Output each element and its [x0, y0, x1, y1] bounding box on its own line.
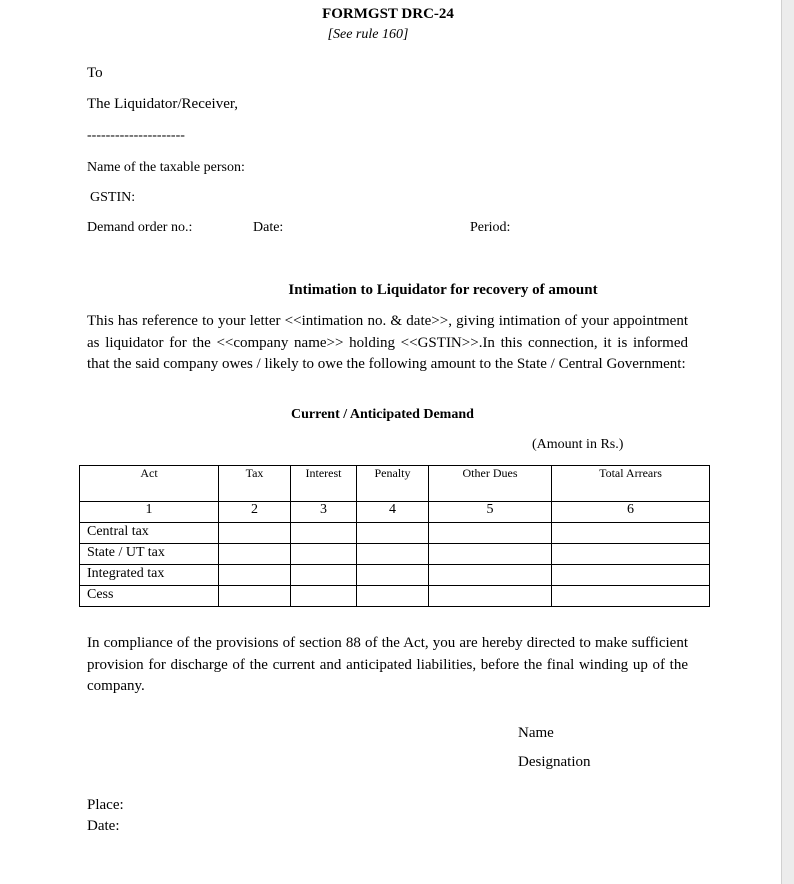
demand-heading: Current / Anticipated Demand: [291, 407, 474, 422]
form-title: FORMGST DRC-24: [322, 6, 454, 22]
table-row: [80, 523, 710, 544]
interest-cell: [291, 586, 357, 607]
form-rule-reference: [See rule 160]: [327, 27, 409, 42]
taxable-person-label: Name of the taxable person:: [87, 160, 245, 175]
table-row: [80, 565, 710, 586]
place-label: Place:: [87, 797, 124, 813]
to-label: To: [87, 65, 103, 81]
column-number: 3: [291, 502, 357, 523]
column-number: 4: [357, 502, 429, 523]
column-number: 1: [80, 502, 219, 523]
penalty-cell: [357, 565, 429, 586]
signatory-name-label: Name: [518, 725, 554, 741]
tax-cell: [219, 565, 291, 586]
header-other-dues: Other Dues: [429, 466, 552, 502]
gstin-label: GSTIN:: [90, 190, 136, 205]
other-dues-cell: [429, 586, 552, 607]
tax-cell: [219, 586, 291, 607]
intro-paragraph: This has reference to your letter <<intimation no. & date>>, giving intimation of your appointment as liquidator for the <<company name>> holding <<GSTIN>>.In this connection, it is informed that the said company owes / likely to owe the following amount to the State / Central Government:: [87, 313, 688, 372]
table-row: [80, 544, 710, 565]
order-date-label: Date:: [253, 220, 284, 235]
header-interest: Interest: [291, 466, 357, 502]
interest-cell: [291, 523, 357, 544]
column-number: 6: [552, 502, 710, 523]
header-tax: Tax: [219, 466, 291, 502]
tax-cell: [219, 544, 291, 565]
act-cell: State / UT tax: [80, 544, 219, 565]
penalty-cell: [357, 523, 429, 544]
penalty-cell: [357, 544, 429, 565]
penalty-cell: [357, 586, 429, 607]
recipient-line: The Liquidator/Receiver,: [87, 96, 239, 112]
demand-table: [79, 465, 710, 607]
table-header-row: [80, 466, 710, 502]
column-number-row: [80, 502, 710, 523]
footer-date-label: Date:: [87, 818, 120, 834]
total-arrears-cell: [552, 544, 710, 565]
total-arrears-cell: [552, 565, 710, 586]
column-number: 5: [429, 502, 552, 523]
total-arrears-cell: [552, 586, 710, 607]
section-heading: Intimation to Liquidator for recovery of amount: [288, 282, 598, 298]
other-dues-cell: [429, 565, 552, 586]
header-act: Act: [80, 466, 219, 502]
total-arrears-cell: [552, 523, 710, 544]
header-total-arrears: Total Arrears: [552, 466, 710, 502]
signatory-designation-label: Designation: [518, 754, 591, 770]
other-dues-cell: [429, 544, 552, 565]
compliance-paragraph: In compliance of the provisions of section 88 of the Act, you are hereby directed to make sufficient provision for discharge of the current and anticipated liabilities, before the final winding up of the company.: [87, 635, 688, 694]
page-gutter: [782, 0, 794, 884]
table-row: [80, 586, 710, 607]
header-penalty: Penalty: [357, 466, 429, 502]
tax-cell: [219, 523, 291, 544]
act-cell: Central tax: [80, 523, 219, 544]
amount-note: (Amount in Rs.): [532, 437, 624, 452]
interest-cell: [291, 565, 357, 586]
interest-cell: [291, 544, 357, 565]
period-label: Period:: [470, 220, 511, 235]
recipient-blank-line: ---------------------: [87, 128, 185, 143]
demand-order-label: Demand order no.:: [87, 220, 193, 235]
act-cell: Integrated tax: [80, 565, 219, 586]
act-cell: Cess: [80, 586, 219, 607]
other-dues-cell: [429, 523, 552, 544]
column-number: 2: [219, 502, 291, 523]
